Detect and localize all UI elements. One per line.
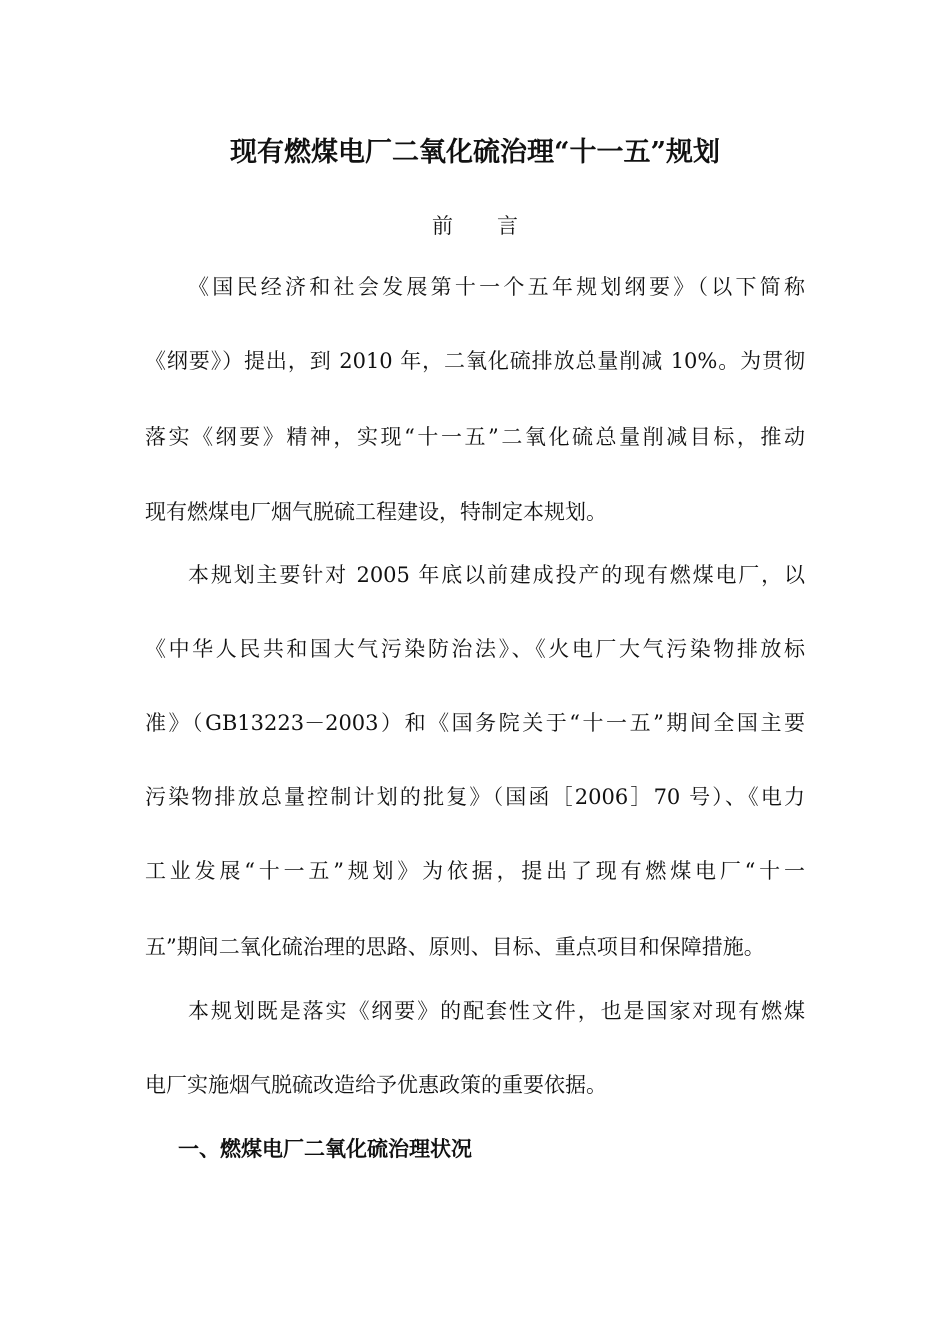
document-title: 现有燃煤电厂二氧化硫治理“十一五”规划 — [229, 137, 721, 168]
paragraph-line: 《中华人民共和国大气污染防治法》、《火电厂大气污染物排放标 — [145, 637, 805, 661]
section-heading: 一、燃煤电厂二氧化硫治理状况 — [178, 1136, 472, 1161]
paragraph-line: 《纲要》）提出，到 2010 年，二氧化硫排放总量削减 10%。为贯彻 — [145, 349, 805, 373]
paragraph-line: 五”期间二氧化硫治理的思路、原则、目标、重点项目和保障措施。 — [145, 935, 765, 959]
paragraph-line: 污染物排放总量控制计划的批复》（国函［2006］70 号）、《电力 — [145, 785, 805, 809]
paragraph-line: 落实《纲要》精神，实现“十一五”二氧化硫总量削减目标，推动 — [145, 425, 805, 449]
paragraph-line: 工业发展“十一五”规划》为依据，提出了现有燃煤电厂“十一 — [145, 859, 805, 883]
paragraph-line: 现有燃煤电厂烟气脱硫工程建设，特制定本规划。 — [145, 500, 607, 524]
preface-heading — [0, 210, 950, 240]
paragraph-line: 本规划既是落实《纲要》的配套性文件，也是国家对现有燃煤 — [188, 999, 805, 1023]
preface-label-left: 前 — [432, 214, 453, 238]
paragraph-line: 本规划主要针对 2005 年底以前建成投产的现有燃煤电厂，以 — [188, 563, 805, 587]
paragraph-line: 电厂实施烟气脱硫改造给予优惠政策的重要依据。 — [145, 1073, 607, 1097]
preface-label-right: 言 — [497, 214, 518, 238]
paragraph-line: 准》（GB13223－2003）和《国务院关于“十一五”期间全国主要 — [145, 711, 805, 735]
paragraph-line: 《国民经济和社会发展第十一个五年规划纲要》（以下简称 — [188, 275, 805, 299]
